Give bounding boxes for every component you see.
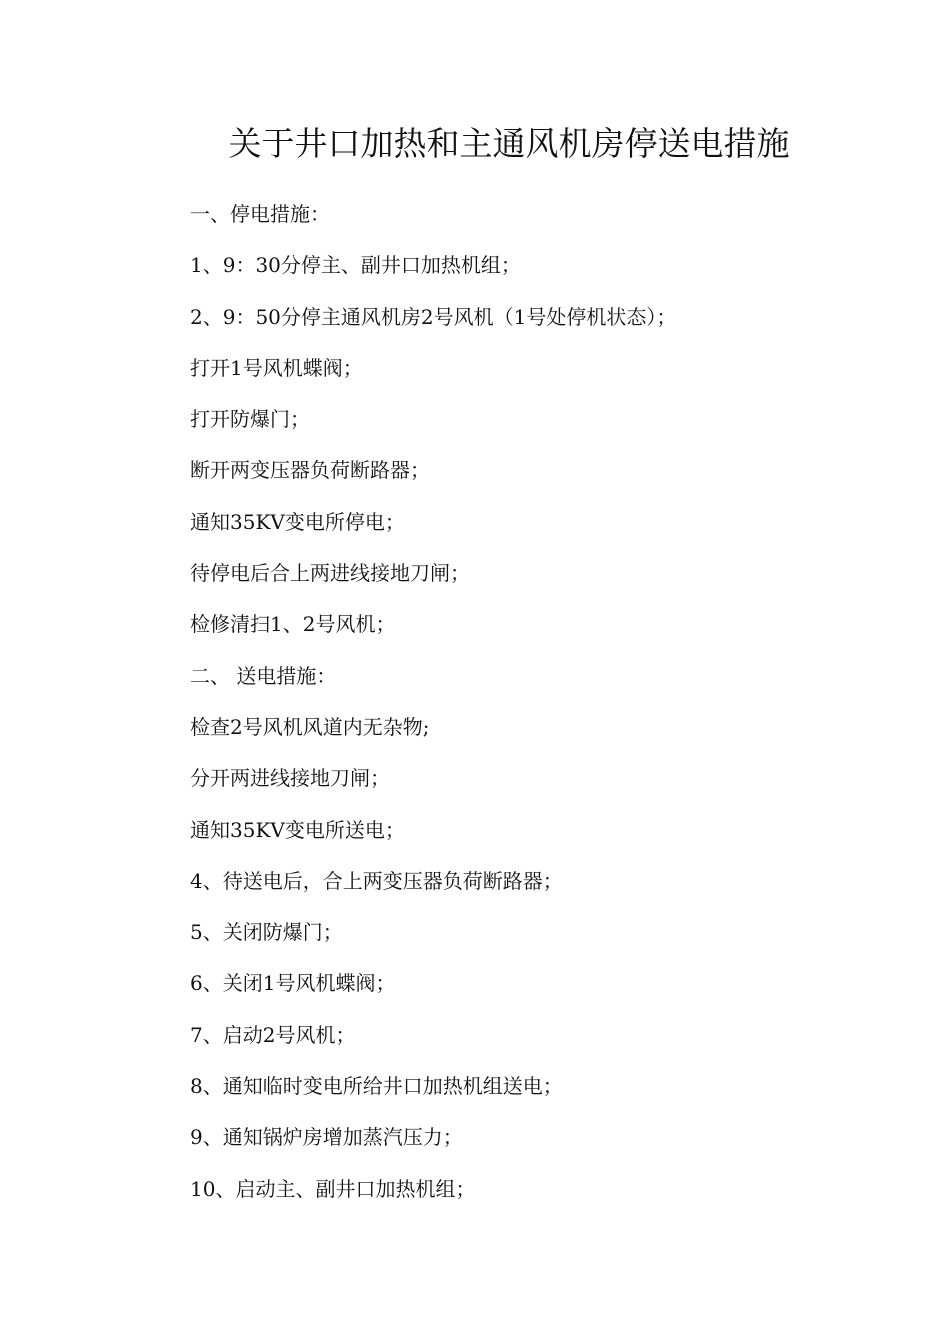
measure-line: 4、待送电后，合上两变压器负荷断路器； [190,868,563,893]
measure-line: 打开防爆门； [190,407,310,432]
measure-line: 7、启动2号风机； [190,1022,356,1047]
measure-line: 打开1号风机蝶阀； [190,355,363,380]
measure-line: 检查2号风机风道内无杂物; [190,714,430,739]
measure-line: 分开两进线接地刀闸； [190,766,390,791]
measure-line: 一、停电措施： [190,202,330,226]
measure-line: 9、通知锅炉房增加蒸汽压力； [190,1125,463,1150]
measure-line: 断开两变压器负荷断路器； [190,458,430,483]
measure-line: 通知35KV变电所停电； [190,509,405,534]
measure-line: 检修清扫1、2号风机； [190,612,396,637]
measure-line: 通知35KV变电所送电； [190,817,405,842]
measure-line: 10、启动主、副井口加热机组； [190,1176,476,1201]
measure-line: 二、 送电措施： [190,663,337,688]
measure-list [190,196,910,1222]
measure-line: 2、9：50分停主通风机房2号风机（1号处停机状态）； [190,304,677,329]
measure-line: 5、关闭防爆门； [190,920,343,945]
measure-line: 6、关闭1号风机蝶阀； [190,971,396,996]
measure-line: 待停电后合上两进线接地刀闸； [190,561,470,586]
document-title: 关于井口加热和主通风机房停送电措施 [228,124,790,163]
measure-line: 8、通知临时变电所给井口加热机组送电； [190,1074,563,1099]
measure-line: 1、9：30分停主、副井口加热机组； [190,253,521,278]
